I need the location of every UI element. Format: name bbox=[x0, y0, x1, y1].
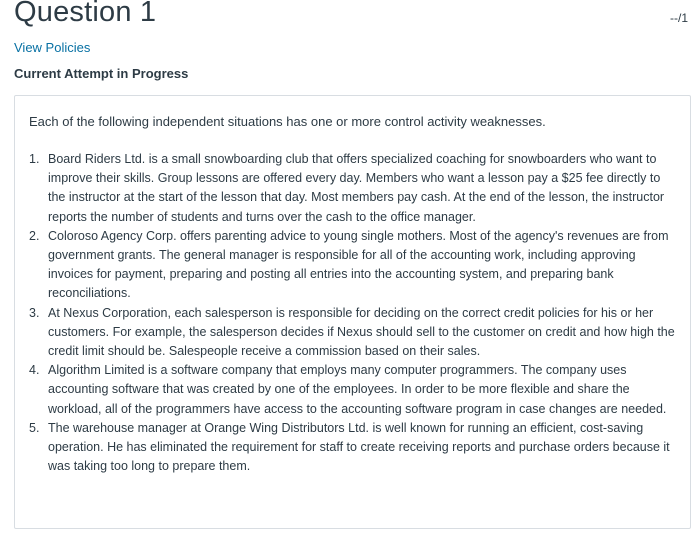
situation-item bbox=[29, 419, 679, 477]
situation-text: Board Riders Ltd. is a small snowboarding club that offers specialized coaching for snowboarders who want to improve their skills. Group lessons are offered every day. Members who want a lesson pay a $25 fee directly to the instructor at the start of the lesson that day. Most members pay cash. At the end of the lesson, the instructor reports the number of students and turns over the cash to the office manager. bbox=[48, 152, 665, 224]
question-points: --/1 bbox=[670, 11, 688, 25]
situation-number: 5. bbox=[29, 420, 40, 435]
situation-text: At Nexus Corporation, each salesperson is responsible for deciding on the correct credit policies for his or her customers. For example, the salesperson decides if Nexus should sell to the customer on credit and how high the credit limit should be. Salespeople receive a commission based on their sales. bbox=[48, 305, 675, 359]
question-text-box bbox=[14, 95, 691, 529]
situation-number: 3. bbox=[29, 305, 40, 320]
situation-number: 1. bbox=[29, 152, 40, 166]
situation-text: Algorithm Limited is a software company that employs many computer programmers. The company uses accounting software that was created by one of the employees. In order to be more flexible and share the workload, all of the programmers have access to the accounting software program in case changes are needed. bbox=[48, 363, 667, 416]
question-intro: Each of the following independent situations has one or more control activity weaknesses. bbox=[29, 114, 546, 129]
situation-item bbox=[29, 227, 679, 304]
situation-text: The warehouse manager at Orange Wing Distributors Ltd. is well known for running an efficient, cost-saving operation. He has eliminated the requirement for staff to create receiving reports and purchase orders because it was taking too long to prepare them. bbox=[48, 420, 670, 474]
question-title: Question 1 bbox=[14, 0, 157, 28]
question-header bbox=[0, 0, 700, 36]
situation-item bbox=[29, 150, 679, 227]
attempt-status: Current Attempt in Progress bbox=[14, 66, 189, 81]
situation-item bbox=[29, 361, 679, 419]
situation-number: 4. bbox=[29, 363, 40, 378]
situation-number: 2. bbox=[29, 228, 40, 243]
situation-list bbox=[29, 150, 679, 476]
situation-text: Coloroso Agency Corp. offers parenting advice to young single mothers. Most of the agency's revenues are from government grants. The general manager is responsible for all of the accounting work, including approving invoices for payment, preparing and posting all entries into the accounting system, and preparing bank reconciliations. bbox=[48, 228, 669, 301]
situation-item bbox=[29, 304, 679, 362]
view-policies-link[interactable]: View Policies bbox=[14, 40, 91, 55]
